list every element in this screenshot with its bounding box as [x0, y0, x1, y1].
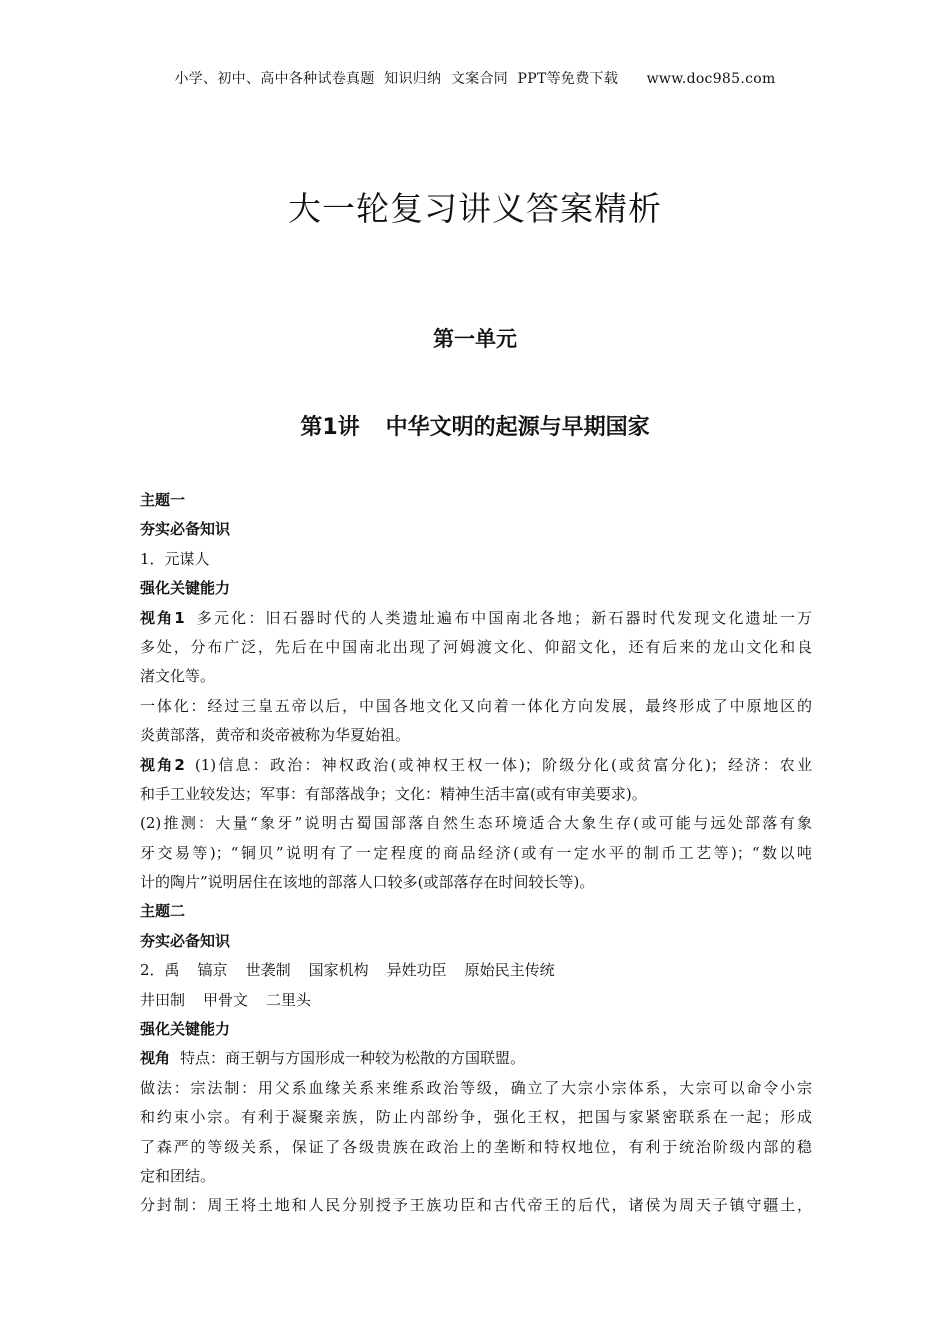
term: 原始民主传统 — [464, 961, 555, 980]
method-line-2: 和约束小宗。有利于凝聚亲族，防止内部纷争，强化王权，把国与家紧密联系在一起；形成 — [140, 1108, 812, 1127]
view2-label: 视角2 — [140, 755, 185, 774]
lecture-name: 中华文明的起源与早期国家 — [385, 415, 650, 440]
method-line-1: 做法：宗法制：用父系血缘关系来维系政治等级，确立了大宗小宗体系，大宗可以命令小宗 — [140, 1078, 812, 1097]
infer-line-1: (2)推测：大量“象牙”说明古蜀国部落自然生态环境适合大象生存(或可能与远处部落有象 — [140, 814, 812, 833]
term: 世袭制 — [245, 961, 291, 980]
term: 二里头 — [266, 990, 312, 1009]
view2-line-2: 和手工业较发达；军事：有部落战争；文化：精神生活丰富(或有审美要求)。 — [140, 784, 647, 803]
theme1-key-ability: 强化关键能力 — [140, 579, 231, 598]
term: 井田制 — [140, 990, 186, 1009]
theme1-basic-knowledge: 夯实必备知识 — [140, 520, 231, 539]
term: 2．禹 — [140, 961, 180, 980]
theme2-terms-line-2 — [140, 986, 812, 1015]
method-line-4: 定和团结。 — [140, 1166, 216, 1185]
term: 国家机构 — [308, 961, 369, 980]
view1-line-3: 渚文化等。 — [140, 667, 216, 686]
term: 甲骨文 — [203, 990, 249, 1009]
lecture-number: 第1讲 — [300, 415, 360, 440]
view1-text-1: 多元化：旧石器时代的人类遗址遍布中国南北各地；新石器时代发现文化遗址一万 — [194, 608, 812, 627]
theme2-heading: 主题二 — [140, 902, 186, 921]
unity-line-1: 一体化：经过三皇五帝以后，中国各地文化又向着一体化方向发展，最终形成了中原地区的 — [140, 696, 812, 715]
theme1-item1: 1．元谋人 — [140, 549, 210, 568]
theme2-view-text: 特点：商王朝与方国形成一种较为松散的方国联盟。 — [180, 1049, 526, 1068]
theme2-view-line — [140, 1044, 812, 1073]
answer-content — [140, 486, 812, 1221]
infer-line-2: 牙交易等)；“铜贝”说明有了一定程度的商品经济(或有一定水平的制币工艺等)；“数以吨 — [140, 843, 812, 862]
unity-line-2: 炎黄部落，黄帝和炎帝被称为华夏始祖。 — [140, 726, 411, 745]
term: 镐京 — [197, 961, 228, 980]
infer-line-3: 计的陶片”说明居住在该地的部落人口较多(或部落存在时间较长等)。 — [140, 873, 595, 892]
theme2-view-label: 视角 — [140, 1049, 171, 1068]
lecture-heading — [0, 410, 950, 441]
theme2-basic-knowledge: 夯实必备知识 — [140, 931, 231, 950]
view1-line-1 — [140, 604, 812, 633]
theme2-terms-line-1 — [140, 956, 812, 985]
theme1-heading: 主题一 — [140, 491, 186, 509]
term: 异姓功臣 — [386, 961, 447, 980]
view2-text-1: (1)信息：政治：神权政治(或神权王权一体)；阶级分化(或贫富分化)；经济：农业 — [194, 755, 812, 774]
view1-line-2: 多处，分布广泛，先后在中国南北出现了河姆渡文化、仰韶文化，还有后来的龙山文化和良 — [140, 637, 812, 656]
view1-label: 视角1 — [140, 608, 185, 627]
page-header: 小学、初中、高中各种试卷真题 知识归纳 文案合同 PPT等免费下载 www.doc985.com — [174, 71, 776, 87]
unit-heading: 第一单元 — [433, 327, 517, 351]
theme2-key-ability: 强化关键能力 — [140, 1020, 231, 1039]
method-line-3: 了森严的等级关系，保证了各级贵族在政治上的垄断和特权地位，有利于统治阶级内部的稳 — [140, 1137, 812, 1156]
fief-line: 分封制：周王将土地和人民分别授予王族功臣和古代帝王的后代，诸侯为周天子镇守疆土， — [140, 1196, 812, 1215]
page-title: 大一轮复习讲义答案精析 — [288, 189, 662, 228]
view2-line-1 — [140, 751, 812, 780]
